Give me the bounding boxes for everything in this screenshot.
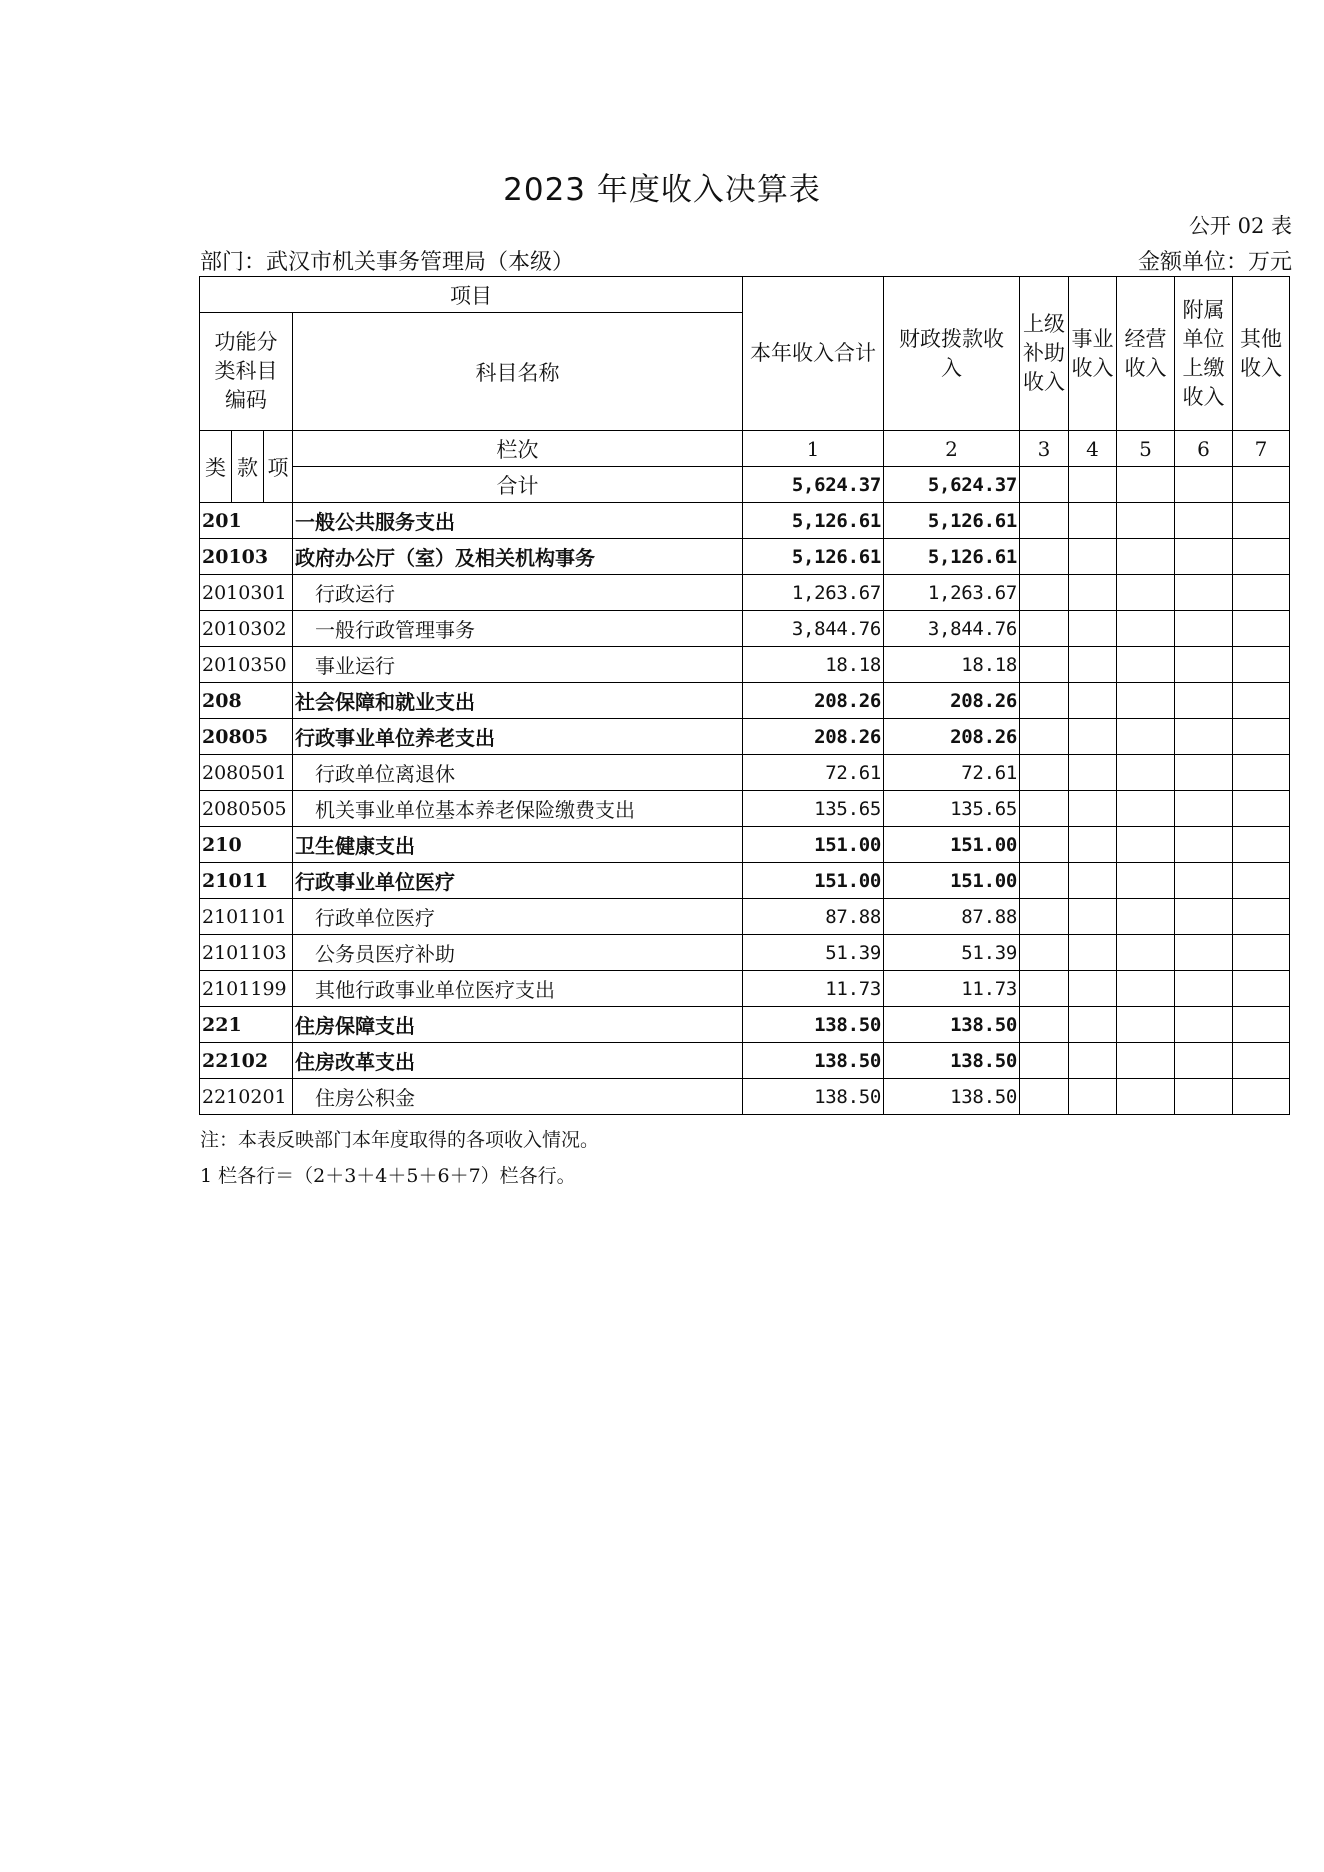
- row-col-6: [1175, 971, 1233, 1007]
- page-title: 2023 年度收入决算表: [503, 172, 821, 208]
- row-col-6: [1175, 1007, 1233, 1043]
- col-header-7: 其他收入: [1233, 277, 1290, 431]
- row-col-6: [1175, 791, 1233, 827]
- row-col-1: 135.65: [743, 791, 884, 827]
- row-col-3: [1020, 1007, 1069, 1043]
- row-col-7: [1233, 575, 1290, 611]
- table-row: [200, 1043, 1290, 1079]
- row-col-6: [1175, 575, 1233, 611]
- row-col-1: 72.61: [743, 755, 884, 791]
- row-code: 20805: [200, 719, 293, 755]
- header-row-3: [200, 431, 1290, 467]
- row-code: 21011: [200, 863, 293, 899]
- row-subject-name: 一般公共服务支出: [293, 503, 743, 539]
- row-col-4: [1069, 791, 1117, 827]
- row-col-5: [1117, 971, 1175, 1007]
- table-row: [200, 755, 1290, 791]
- row-col-1: 208.26: [743, 719, 884, 755]
- amount-unit-label: 金额单位：万元: [1137, 250, 1292, 275]
- row-code: 20103: [200, 539, 293, 575]
- table-number: 公开 02 表: [1188, 214, 1292, 238]
- row-col-2: 11.73: [884, 971, 1020, 1007]
- row-col-7: [1233, 863, 1290, 899]
- row-col-3: [1020, 935, 1069, 971]
- row-subject-name: 其他行政事业单位医疗支出: [293, 971, 743, 1007]
- row-col-4: [1069, 1043, 1117, 1079]
- table-row: [200, 575, 1290, 611]
- row-col-3: [1020, 683, 1069, 719]
- row-col-1: 208.26: [743, 683, 884, 719]
- table-row: [200, 971, 1290, 1007]
- row-col-7: [1233, 827, 1290, 863]
- col-header-4: 事业收入: [1069, 277, 1117, 431]
- lei-header: 类: [200, 431, 232, 503]
- header-row-1: [200, 277, 1290, 313]
- col-header-3: 上级补助收入: [1020, 277, 1069, 431]
- row-col-7: [1233, 1079, 1290, 1115]
- row-col-3: [1020, 899, 1069, 935]
- row-col-7: [1233, 719, 1290, 755]
- row-code: 22102: [200, 1043, 293, 1079]
- row-code: 2080505: [200, 791, 293, 827]
- row-col-2: 138.50: [884, 1007, 1020, 1043]
- row-col-3: [1020, 1043, 1069, 1079]
- col-header-5: 经营收入: [1117, 277, 1175, 431]
- row-code: 201: [200, 503, 293, 539]
- row-subject-name: 行政事业单位养老支出: [293, 719, 743, 755]
- row-col-2: 87.88: [884, 899, 1020, 935]
- col-number-6: 6: [1175, 431, 1233, 467]
- col-number-1: 1: [743, 431, 884, 467]
- kuan-header: 款: [232, 431, 264, 503]
- note-line-1: 注：本表反映部门本年度取得的各项收入情况。: [200, 1129, 600, 1151]
- col-header-2: 财政拨款收入: [884, 277, 1020, 431]
- row-col-2: 138.50: [884, 1079, 1020, 1115]
- row-code: 210: [200, 827, 293, 863]
- row-col-6: [1175, 647, 1233, 683]
- row-code: 2101199: [200, 971, 293, 1007]
- row-subject-name: 卫生健康支出: [293, 827, 743, 863]
- row-col-7: [1233, 647, 1290, 683]
- row-col-7: [1233, 1043, 1290, 1079]
- total-col-1: 5,624.37: [743, 467, 884, 503]
- col-number-5: 5: [1117, 431, 1175, 467]
- row-col-7: [1233, 539, 1290, 575]
- row-col-3: [1020, 827, 1069, 863]
- row-col-2: 18.18: [884, 647, 1020, 683]
- lanci-header: 栏次: [293, 431, 743, 467]
- row-col-2: 51.39: [884, 935, 1020, 971]
- row-col-3: [1020, 539, 1069, 575]
- row-subject-name: 行政事业单位医疗: [293, 863, 743, 899]
- row-col-5: [1117, 647, 1175, 683]
- row-col-6: [1175, 755, 1233, 791]
- total-col-5: [1117, 467, 1175, 503]
- row-col-2: 151.00: [884, 863, 1020, 899]
- table-row: [200, 863, 1290, 899]
- total-col-4: [1069, 467, 1117, 503]
- row-col-5: [1117, 719, 1175, 755]
- col-number-7: 7: [1233, 431, 1290, 467]
- row-col-4: [1069, 1079, 1117, 1115]
- row-code: 2101103: [200, 935, 293, 971]
- col-number-2: 2: [884, 431, 1020, 467]
- row-col-4: [1069, 575, 1117, 611]
- row-col-4: [1069, 647, 1117, 683]
- row-col-1: 51.39: [743, 935, 884, 971]
- row-col-6: [1175, 899, 1233, 935]
- row-col-1: 3,844.76: [743, 611, 884, 647]
- row-subject-name: 机关事业单位基本养老保险缴费支出: [293, 791, 743, 827]
- row-col-7: [1233, 971, 1290, 1007]
- row-col-2: 1,263.67: [884, 575, 1020, 611]
- row-col-4: [1069, 971, 1117, 1007]
- project-header: 项目: [200, 277, 743, 313]
- table-row: [200, 539, 1290, 575]
- row-col-3: [1020, 611, 1069, 647]
- row-col-2: 5,126.61: [884, 539, 1020, 575]
- row-subject-name: 一般行政管理事务: [293, 611, 743, 647]
- row-col-3: [1020, 755, 1069, 791]
- row-col-6: [1175, 503, 1233, 539]
- row-col-3: [1020, 971, 1069, 1007]
- row-col-4: [1069, 863, 1117, 899]
- row-col-5: [1117, 863, 1175, 899]
- row-col-3: [1020, 863, 1069, 899]
- total-col-6: [1175, 467, 1233, 503]
- row-col-7: [1233, 1007, 1290, 1043]
- total-row: [200, 467, 1290, 503]
- table-notes: [200, 1122, 599, 1194]
- func-code-header: 功能分类科目编码: [200, 313, 293, 431]
- row-col-4: [1069, 899, 1117, 935]
- income-final-accounts-table: [199, 276, 1290, 1115]
- row-code: 2101101: [200, 899, 293, 935]
- row-col-6: [1175, 827, 1233, 863]
- row-col-5: [1117, 755, 1175, 791]
- row-col-6: [1175, 863, 1233, 899]
- row-col-4: [1069, 935, 1117, 971]
- row-col-2: 208.26: [884, 719, 1020, 755]
- row-col-7: [1233, 503, 1290, 539]
- row-subject-name: 住房保障支出: [293, 1007, 743, 1043]
- row-col-5: [1117, 935, 1175, 971]
- row-col-2: 135.65: [884, 791, 1020, 827]
- row-col-6: [1175, 611, 1233, 647]
- table-row: [200, 1007, 1290, 1043]
- row-col-7: [1233, 611, 1290, 647]
- row-col-5: [1117, 1007, 1175, 1043]
- row-subject-name: 行政运行: [293, 575, 743, 611]
- row-col-6: [1175, 683, 1233, 719]
- row-col-3: [1020, 719, 1069, 755]
- row-col-5: [1117, 1079, 1175, 1115]
- row-subject-name: 行政单位医疗: [293, 899, 743, 935]
- row-col-6: [1175, 719, 1233, 755]
- row-subject-name: 社会保障和就业支出: [293, 683, 743, 719]
- row-col-4: [1069, 503, 1117, 539]
- row-subject-name: 住房改革支出: [293, 1043, 743, 1079]
- table-row: [200, 899, 1290, 935]
- table-row: [200, 827, 1290, 863]
- row-col-5: [1117, 575, 1175, 611]
- row-col-5: [1117, 683, 1175, 719]
- col-header-1: 本年收入合计: [743, 277, 884, 431]
- row-code: 2210201: [200, 1079, 293, 1115]
- row-col-3: [1020, 575, 1069, 611]
- col-number-4: 4: [1069, 431, 1117, 467]
- row-col-6: [1175, 1079, 1233, 1115]
- row-col-4: [1069, 827, 1117, 863]
- xiang-header: 项: [264, 431, 293, 503]
- row-col-2: 138.50: [884, 1043, 1020, 1079]
- total-col-7: [1233, 467, 1290, 503]
- note-line-2: 1 栏各行＝（2＋3＋4＋5＋6＋7）栏各行。: [200, 1165, 576, 1187]
- row-col-4: [1069, 539, 1117, 575]
- total-col-3: [1020, 467, 1069, 503]
- row-col-4: [1069, 719, 1117, 755]
- table-row: [200, 647, 1290, 683]
- row-subject-name: 政府办公厅（室）及相关机构事务: [293, 539, 743, 575]
- col-header-6: 附属单位上缴收入: [1175, 277, 1233, 431]
- row-col-1: 151.00: [743, 863, 884, 899]
- row-col-7: [1233, 935, 1290, 971]
- row-col-1: 5,126.61: [743, 539, 884, 575]
- row-subject-name: 住房公积金: [293, 1079, 743, 1115]
- department-label: 部门：武汉市机关事务管理局（本级）: [200, 250, 575, 275]
- row-col-4: [1069, 611, 1117, 647]
- row-col-3: [1020, 503, 1069, 539]
- total-label: 合计: [293, 467, 743, 503]
- row-col-5: [1117, 899, 1175, 935]
- row-col-6: [1175, 539, 1233, 575]
- row-col-2: 72.61: [884, 755, 1020, 791]
- row-col-3: [1020, 647, 1069, 683]
- row-code: 208: [200, 683, 293, 719]
- row-code: 2080501: [200, 755, 293, 791]
- row-code: 2010301: [200, 575, 293, 611]
- col-number-3: 3: [1020, 431, 1069, 467]
- row-col-2: 3,844.76: [884, 611, 1020, 647]
- table-row: [200, 935, 1290, 971]
- row-col-6: [1175, 1043, 1233, 1079]
- row-subject-name: 行政单位离退休: [293, 755, 743, 791]
- row-col-1: 151.00: [743, 827, 884, 863]
- row-col-2: 151.00: [884, 827, 1020, 863]
- row-code: 221: [200, 1007, 293, 1043]
- row-col-5: [1117, 1043, 1175, 1079]
- row-subject-name: 公务员医疗补助: [293, 935, 743, 971]
- row-code: 2010350: [200, 647, 293, 683]
- table-body: [200, 277, 1290, 1115]
- table-row: [200, 503, 1290, 539]
- row-col-4: [1069, 755, 1117, 791]
- row-col-7: [1233, 683, 1290, 719]
- row-col-2: 208.26: [884, 683, 1020, 719]
- row-col-5: [1117, 503, 1175, 539]
- total-col-2: 5,624.37: [884, 467, 1020, 503]
- row-col-1: 5,126.61: [743, 503, 884, 539]
- row-col-5: [1117, 791, 1175, 827]
- row-col-4: [1069, 1007, 1117, 1043]
- table-row: [200, 791, 1290, 827]
- row-col-1: 18.18: [743, 647, 884, 683]
- row-col-3: [1020, 1079, 1069, 1115]
- row-col-1: 11.73: [743, 971, 884, 1007]
- row-col-5: [1117, 827, 1175, 863]
- row-col-1: 1,263.67: [743, 575, 884, 611]
- row-code: 2010302: [200, 611, 293, 647]
- table-row: [200, 719, 1290, 755]
- row-col-1: 138.50: [743, 1079, 884, 1115]
- row-col-7: [1233, 755, 1290, 791]
- row-col-5: [1117, 539, 1175, 575]
- row-col-7: [1233, 791, 1290, 827]
- row-col-5: [1117, 611, 1175, 647]
- row-col-3: [1020, 791, 1069, 827]
- row-subject-name: 事业运行: [293, 647, 743, 683]
- row-col-2: 5,126.61: [884, 503, 1020, 539]
- row-col-6: [1175, 935, 1233, 971]
- row-col-1: 138.50: [743, 1043, 884, 1079]
- subject-name-header: 科目名称: [293, 313, 743, 431]
- row-col-7: [1233, 899, 1290, 935]
- table-row: [200, 683, 1290, 719]
- table-row: [200, 1079, 1290, 1115]
- row-col-4: [1069, 683, 1117, 719]
- row-col-1: 87.88: [743, 899, 884, 935]
- table-row: [200, 611, 1290, 647]
- row-col-1: 138.50: [743, 1007, 884, 1043]
